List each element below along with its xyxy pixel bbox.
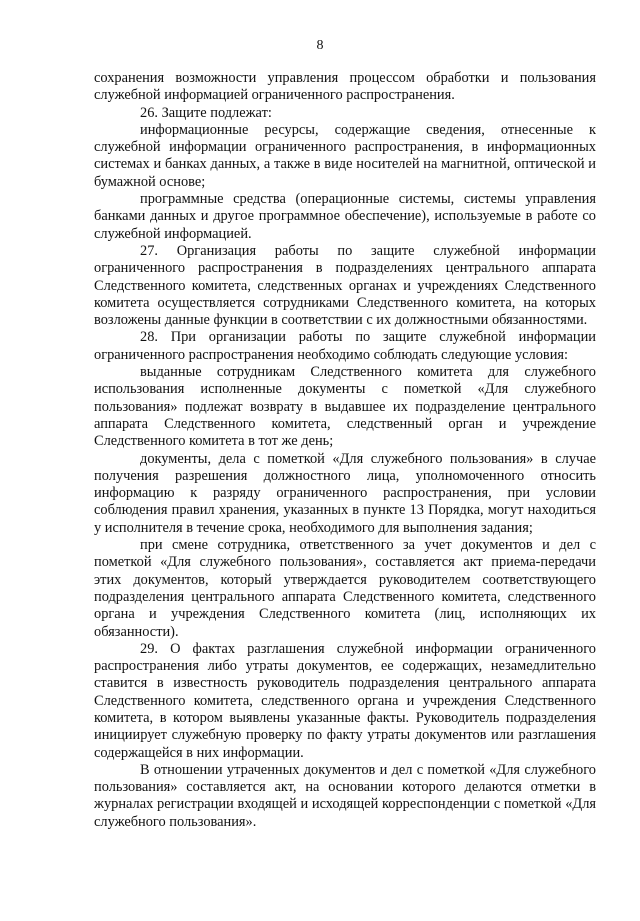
paragraph-27: 27. Организация работы по защите служебной информации ограниченного распространения в подразделениях центрального аппарата Следственного комитета, следственных органах и учреждениях Следственного комитета осуществляется сотрудниками Следственного комитета, на которых возложены данные функции в соответствии с их должностными обязанностями. <box>94 242 596 329</box>
paragraph-28-return-documents: выданные сотрудникам Следственного комитета для служебного использования исполненные документы с пометкой «Для служебного пользования» подлежат возврату в выдавшее их подразделение центрального аппарата Следственного комитета, следственный орган и учреждение Следственного комитета в тот же день; <box>94 364 596 450</box>
document-body <box>94 70 596 831</box>
paragraph-continuation: сохранения возможности управления процессом обработки и пользования служебной информацией ограниченного распространения. <box>94 70 596 104</box>
paragraph-26-heading: 26. Защите подлежат: <box>140 104 272 121</box>
paragraph-28-documents-with-executor: документы, дела с пометкой «Для служебного пользования» в случае получения разрешения должностного лица, уполномоченного относить информацию к разряду ограниченного распространения, при условии соблюдения правил хранения, указанных в пункте 13 Порядка, могут находиться у исполнителя в течение срока, необходимого для выполнения задания; <box>94 450 596 536</box>
paragraph-28-handover-act: при смене сотрудника, ответственного за учет документов и дел с пометкой «Для служебного пользования», составляется акт приема-передачи этих документов, который утверждается руководителем соответствующего подразделения центрального аппарата Следственного комитета, следственного органа и учреждения Следственного комитета (лиц, исполняющих их обязанности). <box>94 537 596 640</box>
paragraph-26-software: программные средства (операционные системы, системы управления банками данных и другое программное обеспечение), используемые в работе со служебной информацией. <box>94 191 596 242</box>
paragraph-lost-documents-act: В отношении утраченных документов и дел с пометкой «Для служебного пользования» составляется акт, на основании которого делаются отметки в журналах регистрации входящей и исходящей корреспонденции с пометкой «Для служебного пользования». <box>94 761 596 830</box>
paragraph-29: 29. О фактах разглашения служебной информации ограниченного распространения либо утраты документов, ее содержащих, незамедлительно ставится в известность руководитель подразделения центрального аппарата Следственного комитета, следственного органа и учреждения Следственного комитета, в котором выявлены указанные факты. Руководитель подразделения инициирует служебную проверку по факту утраты документов или разглашения содержащейся в них информации. <box>94 640 596 761</box>
paragraph-26-information-resources: информационные ресурсы, содержащие сведения, отнесенные к служебной информации ограниченного распространения, в информационных системах и банках данных, а также в виде носителей на магнитной, оптической и бумажной основе; <box>94 121 596 190</box>
page-number: 8 <box>316 38 324 53</box>
paragraph-28-heading: 28. При организации работы по защите служебной информации ограниченного распространения необходимо соблюдать следующие условия: <box>94 329 596 363</box>
